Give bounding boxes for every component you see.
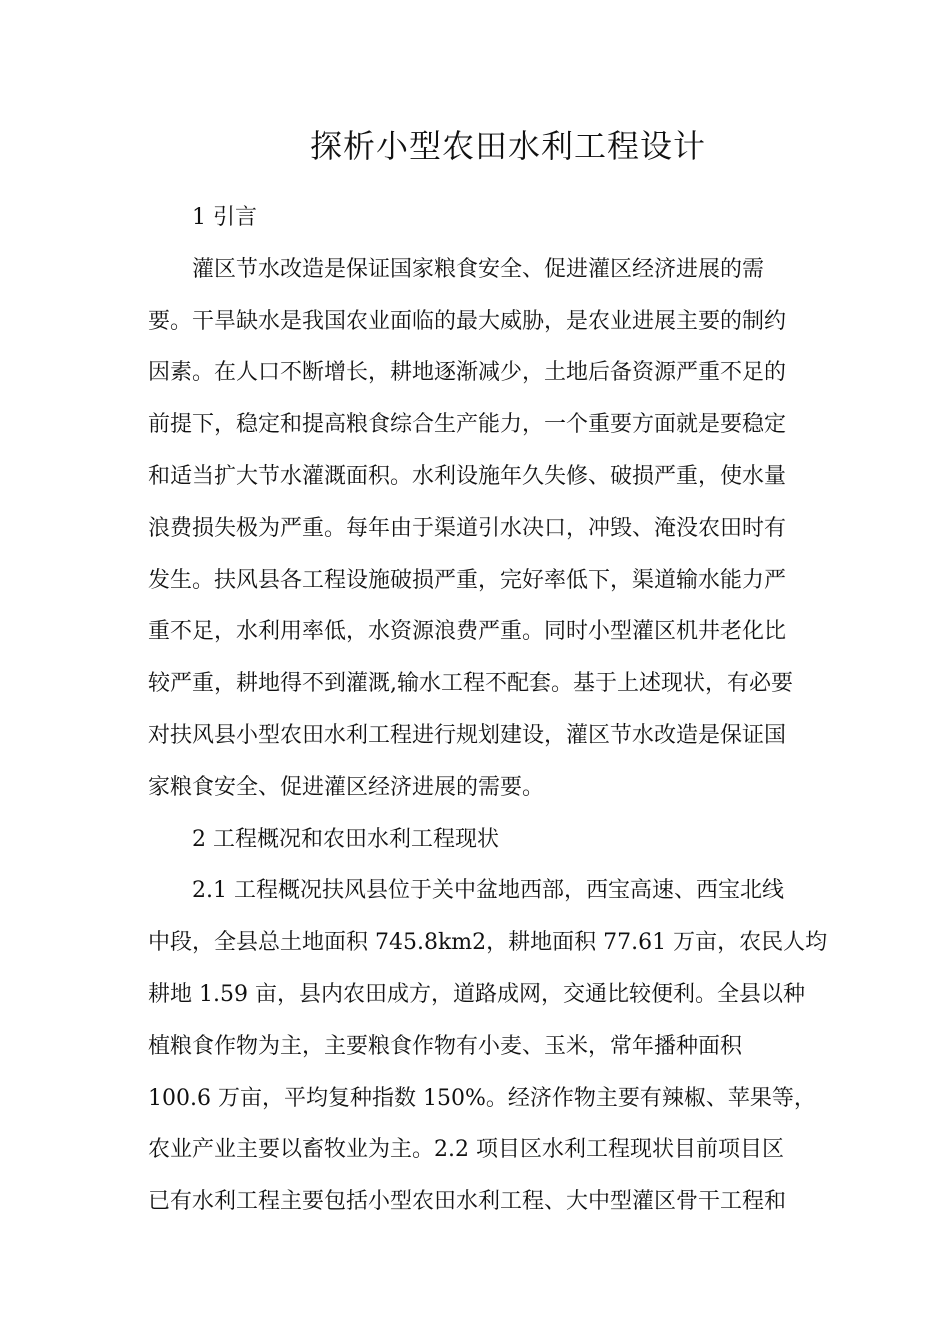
- section-heading-overview: [148, 814, 808, 866]
- text-line: 家粮食安全、促进灌区经济进展的需要。: [148, 774, 545, 800]
- text-line: 2.1 工程概况扶风县位于关中盆地西部，西宝高速、西宝北线: [192, 878, 784, 904]
- text-line: 较严重，耕地得不到灌溉,输水工程不配套。基于上述现状，有必要: [148, 671, 793, 697]
- text-line: 农业产业主要以畜牧业为主。2.2 项目区水利工程现状目前项目区: [148, 1137, 784, 1163]
- text-line: 已有水利工程主要包括小型农田水利工程、大中型灌区骨干工程和: [148, 1189, 787, 1215]
- text-line: 前提下，稳定和提高粮食综合生产能力，一个重要方面就是要稳定: [148, 412, 787, 438]
- text-line: 重不足，水利用率低，水资源浪费严重。同时小型灌区机井老化比: [148, 619, 787, 645]
- section-heading-introduction: [148, 192, 808, 244]
- text-line: 对扶风县小型农田水利工程进行规划建设，灌区节水改造是保证国: [148, 722, 787, 748]
- text-line: 植粮食作物为主，主要粮食作物有小麦、玉米，常年播种面积: [148, 1033, 743, 1059]
- text-line: 1 引言: [192, 205, 257, 230]
- paragraph-overview: [148, 865, 828, 1228]
- text-line: 耕地 1.59 亩，县内农田成方，道路成网，交通比较便利。全县以种: [148, 981, 805, 1007]
- text-line: 要。干旱缺水是我国农业面临的最大威胁，是农业进展主要的制约: [148, 308, 787, 334]
- paragraph-introduction: [148, 244, 808, 814]
- text-line: 因素。在人口不断增长，耕地逐渐减少，土地后备资源严重不足的: [148, 360, 787, 386]
- text-line: 发生。扶风县各工程设施破损严重，完好率低下，渠道输水能力严: [148, 567, 787, 593]
- text-line: 灌区节水改造是保证国家粮食安全、促进灌区经济进展的需: [192, 256, 765, 282]
- text-line: 浪费损失极为严重。每年由于渠道引水决口，冲毁、淹没农田时有: [148, 515, 787, 541]
- text-line: 和适当扩大节水灌溉面积。水利设施年久失修、破损严重，使水量: [148, 463, 787, 489]
- text-line: 中段，全县总土地面积 745.8km2，耕地面积 77.61 万亩，农民人均: [148, 930, 828, 956]
- document-title: 探析小型农田水利工程设计: [309, 127, 706, 165]
- text-line: 100.6 万亩，平均复种指数 150%。经济作物主要有辣椒、苹果等，: [148, 1085, 816, 1111]
- document-body: [148, 192, 828, 1228]
- text-line: 2 工程概况和农田水利工程现状: [192, 826, 499, 852]
